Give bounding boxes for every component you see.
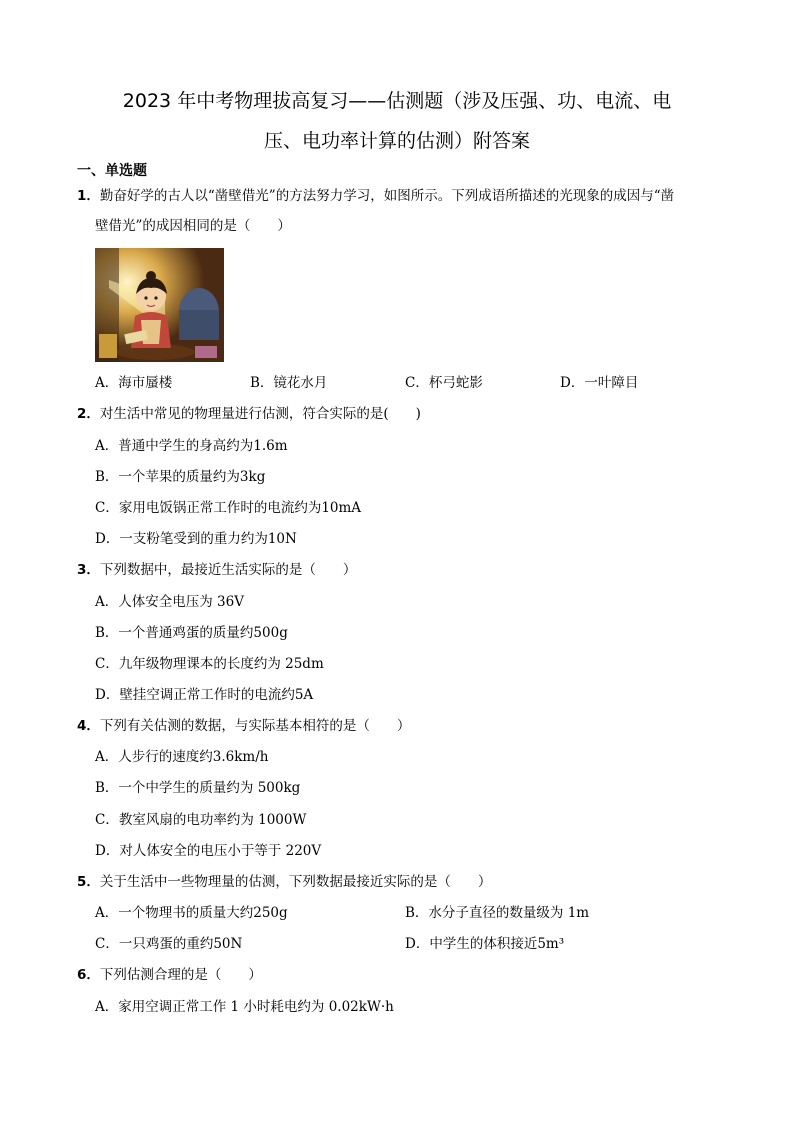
question-5-stem: 关于生活中一些物理量的估测，下列数据最接近实际的是（ ） bbox=[99, 874, 492, 890]
question-4-stem: 下列有关估测的数据，与实际基本相符的是（ ） bbox=[99, 718, 411, 734]
question-4-option-d: D．对人体安全的电压小于等于 220V bbox=[95, 843, 322, 859]
question-1-line-1 bbox=[77, 186, 674, 206]
question-5-option-b: B．水分子直径的数量级为 1m bbox=[405, 905, 590, 921]
question-1-option-a: A．海市蜃楼 bbox=[95, 375, 173, 391]
question-1-illustration bbox=[95, 248, 224, 362]
question-1-option-b: B．镜花水月 bbox=[250, 375, 328, 391]
question-3-option-d: D．壁挂空调正常工作时的电流约5A bbox=[95, 687, 314, 703]
question-3-option-a: A．人体安全电压为 36V bbox=[95, 594, 244, 610]
question-3-line bbox=[77, 560, 356, 580]
question-5-line bbox=[77, 872, 491, 892]
boy-studying-illustration bbox=[95, 248, 224, 362]
question-2-line bbox=[77, 404, 421, 424]
question-6-number: 6． bbox=[77, 967, 100, 983]
question-6-line bbox=[77, 965, 262, 985]
question-6-option-a: A．家用空调正常工作 1 小时耗电约为 0.02kW·h bbox=[95, 999, 394, 1015]
question-1-stem-1: 勤奋好学的古人以“凿壁借光”的方法努力学习，如图所示。下列成语所描述的光现象的成因与“凿 bbox=[99, 188, 675, 204]
question-1-stem-2: 壁借光”的成因相同的是（ ） bbox=[95, 218, 291, 234]
question-5-number: 5． bbox=[77, 874, 100, 890]
question-2-number: 2． bbox=[77, 406, 100, 422]
question-3-option-c: C．九年级物理课本的长度约为 25dm bbox=[95, 656, 324, 672]
question-5-option-a: A．一个物理书的质量大约250g bbox=[95, 905, 288, 921]
question-2-stem: 对生活中常见的物理量进行估测，符合实际的是( ) bbox=[99, 406, 421, 422]
question-1-number: 1． bbox=[77, 188, 100, 204]
title-line-2: 压、电功率计算的估测）附答案 bbox=[263, 130, 530, 152]
question-2-option-c: C．家用电饭锅正常工作时的电流约为10mA bbox=[95, 500, 362, 516]
question-4-option-c: C．教室风扇的电功率约为 1000W bbox=[95, 812, 307, 828]
question-5-option-c: C．一只鸡蛋的重约50N bbox=[95, 936, 243, 952]
question-1-option-c: C．杯弓蛇影 bbox=[405, 375, 483, 391]
question-6-stem: 下列估测合理的是（ ） bbox=[99, 967, 262, 983]
question-3-stem: 下列数据中，最接近生活实际的是（ ） bbox=[99, 562, 357, 578]
question-2-option-a: A．普通中学生的身高约为1.6m bbox=[95, 438, 288, 454]
title-line-1: 2023 年中考物理拔高复习——估测题（涉及压强、功、电流、电 bbox=[122, 90, 672, 112]
question-2-option-b: B．一个苹果的质量约为3kg bbox=[95, 469, 266, 485]
question-4-line bbox=[77, 716, 410, 736]
question-2-option-d: D．一支粉笔受到的重力约为10N bbox=[95, 531, 297, 547]
question-1-option-d: D．一叶障目 bbox=[560, 375, 639, 391]
question-5-option-d: D．中学生的体积接近5m³ bbox=[405, 936, 565, 952]
question-4-number: 4． bbox=[77, 718, 100, 734]
question-4-option-b: B．一个中学生的质量约为 500kg bbox=[95, 780, 301, 796]
question-3-number: 3． bbox=[77, 562, 100, 578]
section-heading: 一、单选题 bbox=[77, 163, 147, 179]
question-3-option-b: B．一个普通鸡蛋的质量约500g bbox=[95, 625, 288, 641]
question-4-option-a: A．人步行的速度约3.6km/h bbox=[95, 749, 269, 765]
